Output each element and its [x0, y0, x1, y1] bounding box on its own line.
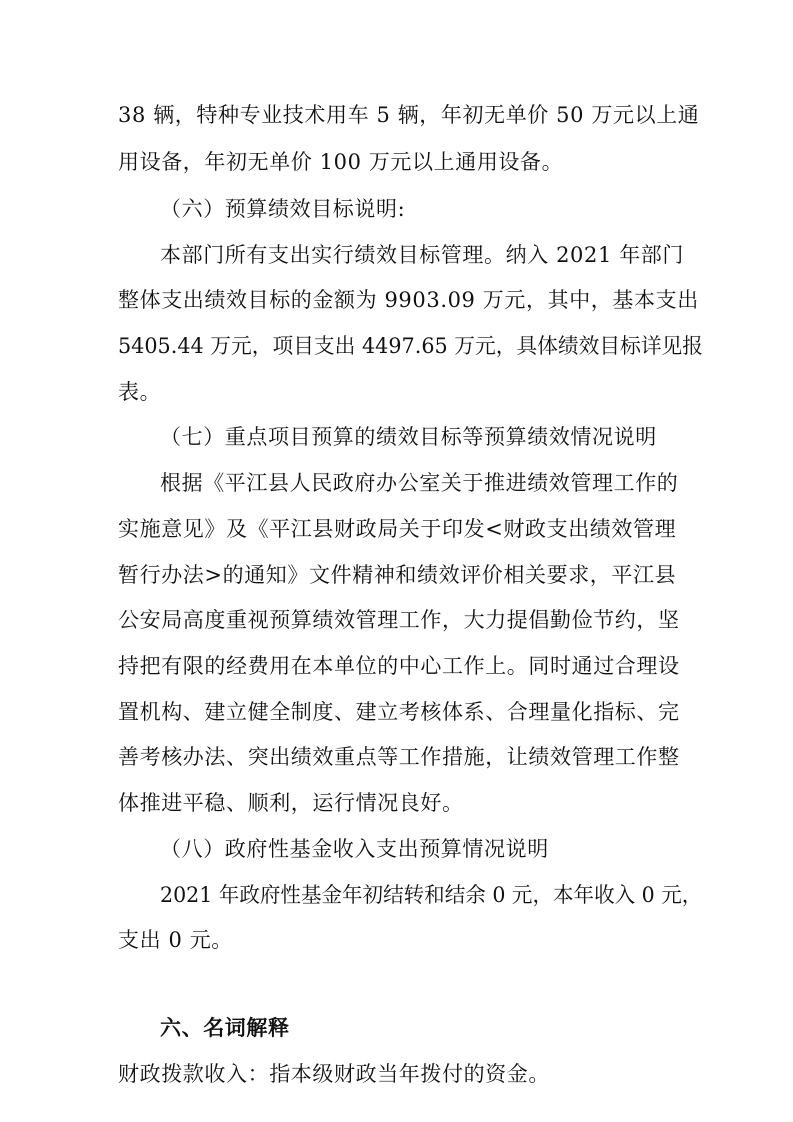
paragraph-line: 根据《平江县人民政府办公室关于推进绩效管理工作的 [160, 471, 679, 495]
paragraph-line: 实施意见》及《平江县财政局关于印发<财政支出绩效管理 [118, 517, 677, 541]
paragraph-line: 表。 [118, 380, 162, 404]
paragraph-line: 体推进平稳、顺利，运行情况良好。 [118, 791, 464, 815]
section-heading: 六、名词解释 [160, 1016, 290, 1040]
paragraph-line: 整体支出绩效目标的金额为 9903.09 万元，其中，基本支出 [118, 288, 699, 312]
subsection-title-8: （八）政府性基金收入支出预算情况说明 [160, 837, 549, 861]
paragraph-line: 5405.44 万元，项目支出 4497.65 万元，具体绩效目标详见报 [118, 334, 704, 358]
paragraph-line: 持把有限的经费用在本单位的中心工作上。同时通过合理设 [118, 654, 680, 678]
paragraph-line: 支出 0 元。 [118, 928, 233, 952]
paragraph-line: 置机构、建立健全制度、建立考核体系、合理量化指标、完 [118, 700, 680, 724]
paragraph-line: 用设备，年初无单价 100 万元以上通用设备。 [118, 150, 564, 174]
paragraph-line: 善考核办法、突出绩效重点等工作措施，让绩效管理工作整 [118, 745, 680, 769]
subsection-title-7: （七）重点项目预算的绩效目标等预算绩效情况说明 [160, 425, 657, 449]
paragraph-line: 本部门所有支出实行绩效目标管理。纳入 2021 年部门 [160, 243, 684, 267]
subsection-title-6: （六）预算绩效目标说明: [160, 197, 406, 221]
paragraph-line: 暂行办法>的通知》文件精神和绩效评价相关要求，平江县 [118, 563, 677, 587]
definition-line: 财政拨款收入：指本级财政当年拨付的资金。 [118, 1062, 550, 1086]
paragraph-line: 38 辆，特种专业技术用车 5 辆，年初无单价 50 万元以上通 [118, 103, 700, 127]
paragraph-line: 公安局高度重视预算绩效管理工作，大力提倡勤俭节约，坚 [118, 608, 680, 632]
paragraph-line: 2021 年政府性基金年初结转和结余 0 元，本年收入 0 元， [160, 883, 703, 907]
